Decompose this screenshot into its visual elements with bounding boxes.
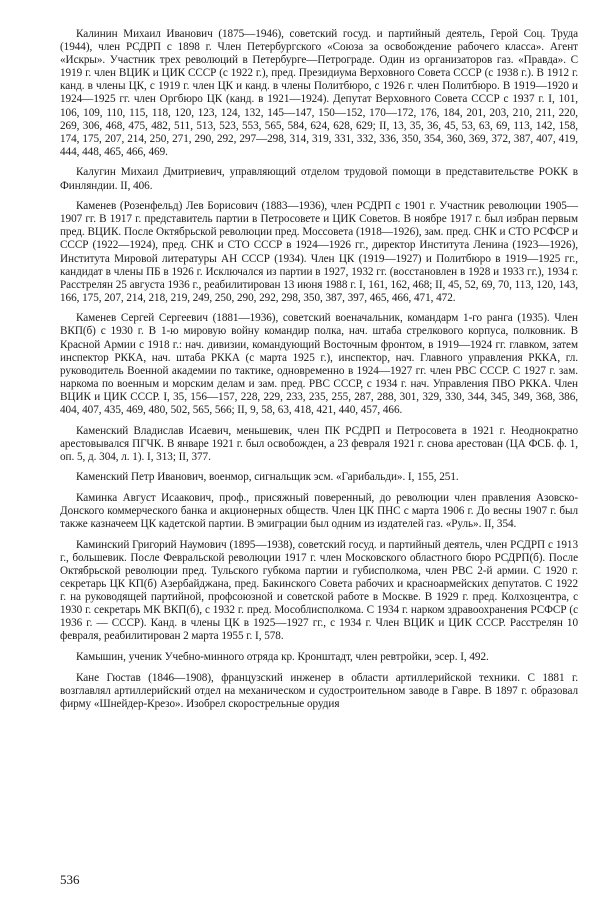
entry-kalinin: Калинин Михаил Иванович (1875—1946), советский госуд. и партийный деятель, Герой Соц. Труда (1944), член РСДРП с 1898 г. Член Петербургского «Союза за освобождение рабочего класса». Агент «Искры». Участник трех революций в Петербурге—Петрограде. Один из организаторов газ. «Правда». С 1919 г. член ВЦИК и ЦИК СССР (с 1922 г.), пред. Президиума Верховного Совета СССР (с 1938 г.). В 1912 г. канд. в члены ЦК, с 1919 г. член ЦК и канд. в члены Политбюро, с 1926 г. член Политбюро. В 1919—1920 и 1924—1925 гг. член Оргбюро ЦК (канд. в 1921—1924). Депутат Верховного Совета СССР с 1937 г. I, 101, 106, 109, 110, 115, 118, 120, 123, 124, 132, 145—147, 150—152, 170—172, 176, 184, 201, 203, 210, 211, 220, 269, 306, 468, 475, 482, 511, 513, 523, 553, 565, 584, 624, 628, 629; II, 13, 35, 36, 45, 53, 63, 69, 113, 142, 158, 174, 175, 207, 214, 250, 271, 290, 292, 297—298, 314, 319, 331, 332, 336, 350, 354, 360, 369, 372, 387, 407, 419, 444, 448, 465, 466, 469. (60, 28, 578, 158)
entry-kamyshin: Камышин, ученик Учебно-минного отряда кр. Кронштадт, член ревтройки, эсер. I, 492. (76, 651, 489, 664)
entry-kamensky-vladislav: Каменский Владислав Исаевич, меньшевик, член ПК РСДРП и Петросовета в 1921 г. Неоднократно арестовывался ПГЧК. В январе 1921 г. был освобожден, а 23 февраля 1921 г. снова арестован (ЦА ФСБ. ф. 1, оп. 5, д. 304, л. 1). I, 313; II, 377. (60, 424, 578, 463)
index-page (60, 28, 578, 718)
entry-kamenev-sergey: Каменев Сергей Сергеевич (1881—1936), советский военачальник, командарм 1-го ранга (1935). Член ВКП(б) с 1930 г. В 1-ю мировую войну командир полка, нач. штаба стрелкового корпуса, полковник. В Красной Армии с 1918 г.: нач. дивизии, командующий Восточным фронтом, в 1919—1924 гг. главком, затем инспектор РККА, нач. штаба РККА (с марта 1925 г.), инспектор, нач. Главного управления РККА, гл. руководитель Военной академии по тактике, одновременно в 1924—1927 гг. член РВС СССР. С 1927 г. зам. наркома по военным и морским делам и зам. пред. РВС СССР, с 1934 г. нач. Управления ПВО РККА. Член ВЦИК и ЦИК СССР. I, 35, 156—157, 228, 229, 233, 235, 255, 287, 288, 301, 329, 330, 344, 345, 349, 368, 386, 404, 407, 435, 469, 480, 502, 565, 566; II, 9, 58, 63, 418, 421, 440, 457, 466. (60, 312, 578, 417)
entry-kaminsky: Каминский Григорий Наумович (1895—1938), советский госуд. и партийный деятель, член РСДРП с 1913 г., большевик. После Февральской революции 1917 г. член Московского областного бюро РСДРП(б). После Октябрьской революции пред. Тульского губкома партии и губисполкома, член РВС 2-й армии. С 1920 г. секретарь ЦК КП(б) Азербайджана, пред. Бакинского Совета рабочих и красноармейских депутатов. С 1922 г. на руководящей партийной, профсоюзной и советской работе в Москве. В 1929 г. пред. Колхозцентра, с 1930 г. секретарь МК ВКП(б), с 1932 г. пред. Мособлисполкома. С 1934 г. нарком здравоохранения РСФСР (с 1936 г. — СССР). Канд. в члены ЦК в 1925—1927 гг., с 1934 г. Член ВЦИК и ЦИК СССР. Расстрелян 10 февраля, реабилитирован 2 марта 1955 г. I, 578. (60, 538, 578, 643)
entry-kamensky-petr: Каменский Петр Иванович, военмор, сигнальщик эсм. «Гарибальди». I, 155, 251. (76, 471, 459, 484)
entry-kalugin: Калугин Михаил Дмитриевич, управляющий отделом трудовой помощи в представительстве РОКК в Финляндии. II, 406. (60, 166, 578, 192)
page-number: 536 (60, 872, 80, 887)
entry-kaminka: Каминка Август Исаакович, проф., присяжный поверенный, до революции член правления Азовско-Донского коммерческого банка и акционерных обществ. Член ЦК ПНС с марта 1906 г. До весны 1907 г. был также казначеем ЦК кадетской партии. В эмиграции был одним из издателей газ. «Руль». II, 354. (60, 492, 578, 531)
entry-kane: Кане Гюстав (1846—1908), французский инженер в области артиллерийской техники. С 1881 г. возглавлял артиллерийский отдел на механическом и судостроительном заводе в Гавре. В 1897 г. образовал фирму «Шнейдер-Крезо». Изобрел скорострельные орудия (60, 671, 578, 710)
entry-kamenev-lev: Каменев (Розенфельд) Лев Борисович (1883—1936), член РСДРП с 1901 г. Участник революции 1905—1907 гг. В 1917 г. представитель партии в Петросовете и ЦИК Советов. В ноябре 1917 г. был избран первым пред. ВЦИК. После Октябрьской революции пред. Моссовета (1918—1926), зам. пред. СНК и СТО РСФСР и СССР (1922—1924), пред. СНК и СТО СССР в 1924—1926 гг., директор Института Ленина (1923—1926), Института Мировой литературы АН СССР (1934). Член ЦК (1919—1927) и Политбюро в 1919—1925 гг., кандидат в члены ПБ в 1926 г. Исключался из партии в 1927, 1932 гг. (восстановлен в 1928 и 1933 гг.), 1934 г. Расстрелян 25 августа 1936 г., реабилитирован 13 июня 1988 г. I, 161, 162, 468; II, 45, 52, 69, 70, 113, 120, 143, 166, 175, 207, 214, 218, 219, 249, 250, 290, 292, 298, 350, 387, 397, 465, 466, 471, 472. (60, 200, 578, 304)
